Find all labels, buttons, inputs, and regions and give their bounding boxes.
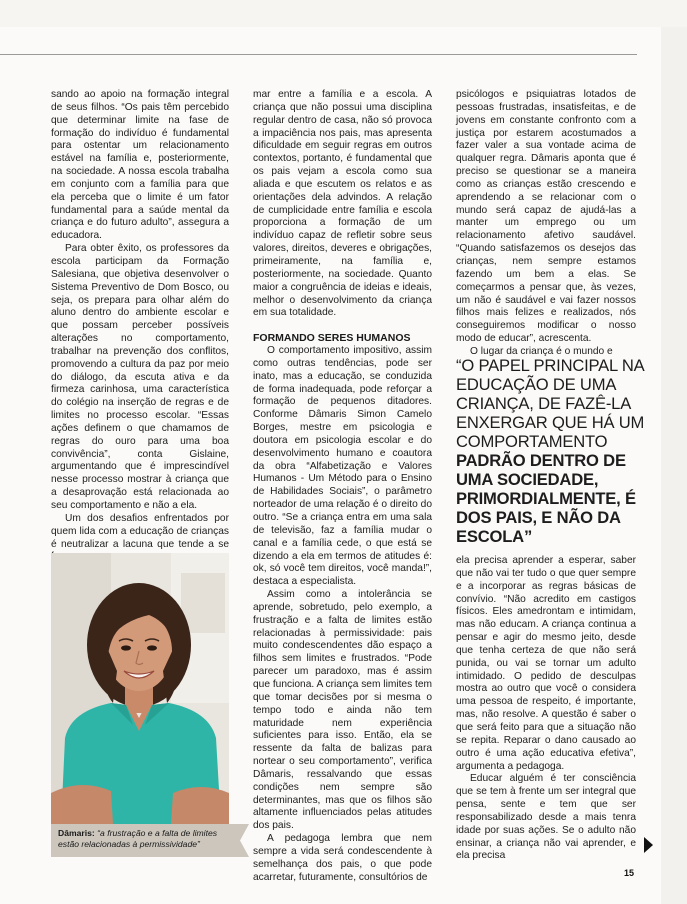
text-column-2: [253, 89, 432, 884]
photo-caption: [58, 828, 228, 850]
paragraph: Um dos desafios enfrentados por quem lida com a educação de crianças é neutralizar a lacuna que tende a se: [51, 512, 229, 550]
continue-arrow-icon: [644, 837, 653, 853]
paragraph: Assim como a intolerância se aprende, sobretudo, pelo exemplo, a frustração e a falta de limites estão relacionadas à permissividade: pais muito condescendentes dão espaço a filhos sem limites e frustrados. “Pode parecer um paradoxo, mas é assim que funciona. A criança sem limites tem que tomar decisões por si mesma o tempo todo e ainda não tem maturidade nem experiência suficientes para isso. Então, ela se ressente da falta de balizas para nortear o seu comportamento”, verifica Dâmaris, ressalvando que essas condições nem sempre são determinantes, mas que os filhos são altamente influenciados pelas atitudes dos pais.: [253, 589, 432, 832]
paragraph: Educar alguém é ter consciência que se tem à frente um ser integral que pensa, sente e tem que ser responsabilizado desde a mais tenra idade por suas ações. Se o adulto não ensinar, a criança não vai aprender, e ela precisa: [456, 773, 636, 862]
paragraph: A pedagoga lembra que nem sempre a vida será condescendente à semelhança dos pais, o que pode acarretar, futuramente, consultórios de: [253, 833, 432, 883]
paragraph: ela precisa aprender a esperar, saber que não vai ter tudo o que quer sempre e a incorporar as regras básicas de convívio. “Não acredito em castigos físicos. Eles amedrontam e intimidam, mas não educam. A criança continua a pensar e agir do mesmo jeito, desde que tenha certeza de que não será punida, ou vai se tornar um adulto intimidado. O pedido de desculpas mostra ao outro que você o considera uma pessoa de respeito, é importante, mas, não resolve. A questão é saber o que será feito para que a situação não se repita. Reparar o dano causado ao outro é uma ação educativa efetiva”, argumenta a pedagoga.: [456, 555, 636, 772]
pull-quote-light: “O PAPEL PRINCIPAL NA EDUCAÇÃO DE UMA CRIANÇA, DE FAZÊ-LA ENXERGAR QUE HÁ UM COMPORTAMENTO: [456, 356, 645, 451]
right-margin: [661, 27, 687, 904]
pull-quote: [456, 357, 646, 547]
text-column-1: [51, 89, 229, 564]
page-number: 15: [624, 868, 635, 878]
paragraph: mar entre a família e a escola. A criança que não possui uma disciplina regular dentro de casa, não só provoca a impaciência nos pais, mas apresenta dificuldade em seguir regras em outros contextos, portanto, é fundamental que os pais vejam a escola como sua aliada e que escutem os relatos e as orientações dela advindos. A relação de cumplicidade entre família e escola proporciona a formação de um indivíduo capaz de refletir sobre seus valores, direitos, deveres e obrigações, primeiramente, na família e, posteriormente, na sociedade. Quanto maior a congruência de ideias e ideais, melhor o desenvolvimento da criança em sua totalidade.: [253, 89, 432, 319]
portrait-illustration: [51, 553, 229, 824]
caption-name: Dâmaris:: [58, 828, 95, 838]
paragraph: sando ao apoio na formação integral de seus filhos. “Os pais têm percebido que determinar limite na fase de formação do indivíduo é fundamental para ostentar um relacionamento estável na família e, posteriormente, na sociedade. A nossa escola trabalha em conjunto com a família para que ela perceba que o limite é um fator fundamental para a saúde mental da criança e do futuro adulto”, assegura a educadora.: [51, 89, 229, 242]
section-subheading: FORMANDO SERES HUMANOS: [253, 332, 411, 345]
text-column-3-top: [456, 89, 636, 359]
portrait-photo: [51, 553, 229, 824]
paragraph: O lugar da criança é o mundo e: [470, 345, 613, 357]
caption-tab: [229, 824, 249, 857]
text-column-3-bottom: [456, 555, 636, 863]
caption-text: “a frustração e a falta de limites estão relacionadas à permissividade”: [58, 828, 218, 849]
header-rule: [0, 54, 637, 55]
paragraph: psicólogos e psiquiatras lotados de pessoas frustradas, insatisfeitas, e de jovens em constante confronto com a justiça por estarem acostumados a fazer valer a sua vontade acima de qualquer regra. Dâmaris aponta que é preciso se questionar se a maneira como as crianças estão crescendo e aprendendo a se relacionar com o mundo será capaz de ajudá-las a manter um emprego ou um relacionamento afetivo saudável. “Quando satisfazemos os desejos das crianças, nem sempre estamos fazendo um bem a elas. Se começarmos a pensar que, às vezes, um não é saudável e vai fazer nossos filhos mais felizes e realizados, nós conseguiremos modificar o nosso modo de educar”, acrescenta.: [456, 89, 636, 345]
paragraph: O comportamento impositivo, assim como outras tendências, pode ser inato, mas a educação, se conduzida de forma inadequada, pode reforçar a formação de pequenos ditadores. Conforme Dâmaris Simon Camelo Borges, mestre em psicologia e doutora em psicologia escolar e do desenvolvimento humano e coautora da obra “Alfabetização e Valores Humanos - Um Método para o Ensino de Habilidades Sociais”, o parâmetro norteador de uma relação é o direito do outro. “Se a criança entra em uma sala de televisão, faz a família mudar o canal e a família cede, o que está se dizendo a ela em termos de atitudes é: ok, só você tem direitos, você manda!”, destaca a especialista.: [253, 345, 432, 588]
paragraph: Para obter êxito, os professores da escola participam da Formação Salesiana, que objetiva desenvolver o Sistema Preventivo de Dom Bosco, ou seja, os prepara para olhar além do aluno dentro do ambiente escolar e que possam perceber possíveis alterações no comportamento, trabalhar na prevenção dos conflitos, promovendo a cultura da paz por meio do diálogo, da escuta ativa e da firmeza carinhosa, uma característica do colégio na inserção de regras e de limites no processo escolar. “Essas ações definem o que chamamos de regras do ouro para uma boa convivência”, conta Gislaine, argumentando que é imprescindível nesse processo mostrar à criança que a desaprovação está relacionada ao seu comportamento e não a ela.: [51, 243, 229, 511]
pull-quote-bold: PADRÃO DENTRO DE UMA SOCIEDADE, PRIMORDIALMENTE, É DOS PAIS, E NÃO DA ESCOLA”: [456, 451, 636, 546]
top-margin: [0, 0, 687, 27]
